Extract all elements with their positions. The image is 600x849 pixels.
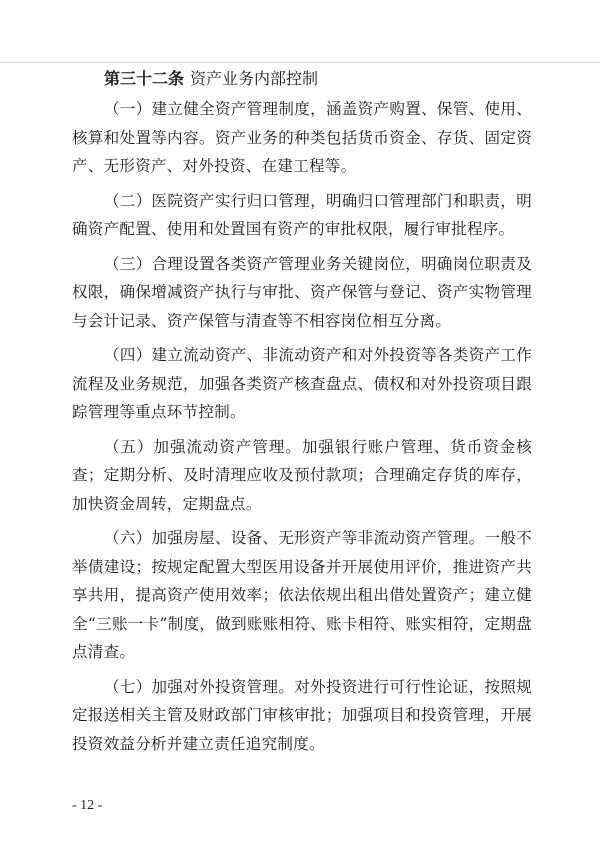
page-number: - 12 - — [72, 798, 103, 813]
article-heading — [72, 65, 532, 93]
paragraph-5: （五）加强流动资产管理。加强银行账户管理、货币资金核查；定期分析、及时清理应收及预付款项；合理确定存货的库存，加快资金周转，定期盘点。 — [72, 437, 532, 513]
paragraph-7: （七）加强对外投资管理。对外投资进行可行性论证，按照规定报送相关主管及财政部门审核审批；加强项目和投资管理，开展投资效益分析并建立责任追究制度。 — [72, 677, 532, 753]
article-number: 第三十二条 — [104, 69, 185, 88]
paragraph-4: （四）建立流动资产、非流动资产和对外投资等各类资产工作流程及业务规范，加强各类资产核查盘点、债权和对外投资项目跟踪管理等重点环节控制。 — [72, 346, 532, 421]
article-title: 资产业务内部控制 — [190, 69, 319, 88]
paragraph-2: （二）医院资产实行归口管理，明确归口管理部门和职责，明确资产配置、使用和处置国有资产的审批权限，履行审批程序。 — [72, 191, 532, 238]
top-divider — [0, 62, 600, 63]
document-body — [72, 65, 532, 764]
paragraph-3: （三）合理设置各类资产管理业务关键岗位，明确岗位职责及权限，确保增减资产执行与审批、资产保管与登记、资产实物管理与会计记录、资产保管与清查等不相容岗位相互分离。 — [72, 254, 532, 330]
paragraph-6: （六）加强房屋、设备、无形资产等非流动资产管理。一般不举债建设；按规定配置大型医用设备并开展使用评价，推进资产共享共用，提高资产使用效率；依法依规出租出借处置资产；建立健全“三账一卡”制度，做到账账相符、账卡相符、账实相符，定期盘点清查。 — [72, 529, 532, 661]
paragraph-1: （一）建立健全资产管理制度，涵盖资产购置、保管、使用、核算和处置等内容。资产业务的种类包括货币资金、存货、固定资产、无形资产、对外投资、在建工程等。 — [72, 100, 532, 175]
